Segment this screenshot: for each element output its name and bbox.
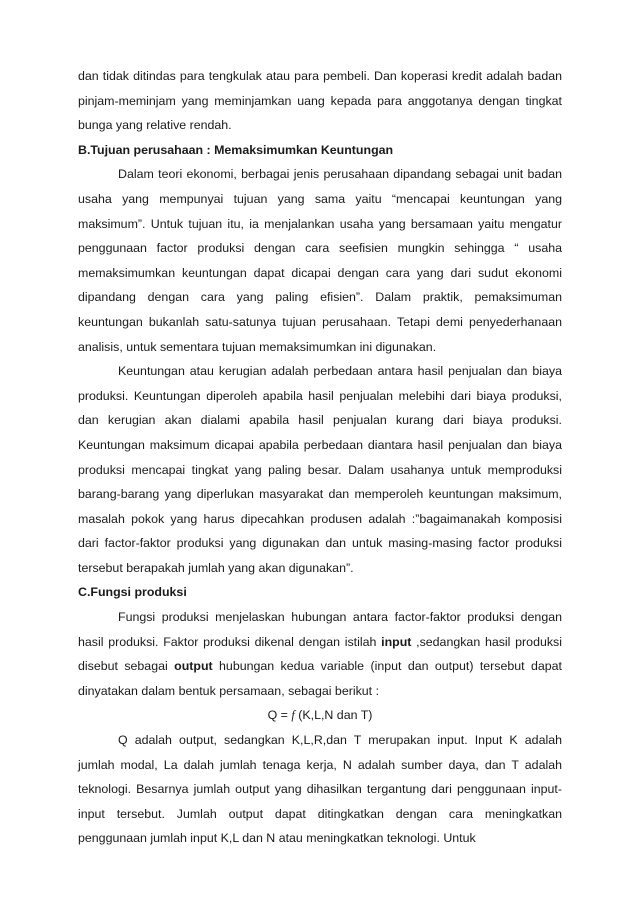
formula-function-symbol: f [291,708,295,723]
formula-right: (K,L,N dan T) [294,708,373,723]
section-b-paragraph-2: Keuntungan atau kerugian adalah perbedaan antara hasil penjualan dan biaya produksi. Keuntungan diperoleh apabila hasil penjualan melebihi dari biaya produksi, dan kerugian akan dialami apabila hasil penjualan kurang dari biaya produksi. Keuntungan maksimum dicapai apabila perbedaan diantara hasil penjualan dan biaya produksi mencapai tingkat yang paling besar. Dalam usahanya untuk memproduksi barang-barang yang diperlukan masyarakat dan memperoleh keuntungan maksimum, masalah pokok yang harus dipecahkan produsen adalah :”bagaimanakah komposisi dari factor-faktor produksi yang digunakan dan untuk masing-masing factor produksi tersebut berapakah jumlah yang akan digunakan”. [78,364,562,575]
section-c-p1-text-c: hubungan kedua variable (input dan output) tersebut dapat dinyatakan dalam bentuk persamaan, sebagai berikut : [78,659,562,698]
section-b-heading: B.Tujuan perusahaan : Memaksimumkan Keuntungan [78,142,394,157]
section-c-p1-text-b: ,sedangkan hasil produksi disebut sebagai [78,634,562,674]
formula-left: Q = [267,708,292,723]
section-c-paragraph-2: Q adalah output, sedangkan K,L,R,dan T merupakan input. Input K adalah jumlah modal, La dalah jumlah tenaga kerja, N adalah sumber daya, dan T adalah teknologi. Besarnya jumlah output yang dihasilkan tergantung dari penggunaan input-input tersebut. Jumlah output dapat ditingkatkan dengan cara meningkatkan penggunaan jumlah input K,L dan N atau meningkatkan teknologi. Untuk [78,733,562,846]
section-c-heading: C.Fungsi produksi [78,585,187,600]
section-c-paragraph-1 [78,605,562,703]
document-page [78,64,562,851]
term-output: output [174,659,213,674]
continuation-paragraph: dan tidak ditindas para tengkulak atau para pembeli. Dan koperasi kredit adalah badan pinjam-meminjam yang meminjamkan uang kepada para anggotanya dengan tingkat bunga yang relative rendah. [78,69,562,133]
section-b-paragraph-1: Dalam teori ekonomi, berbagai jenis perusahaan dipandang sebagai unit badan usaha yang mempunyai tujuan yang sama yaitu “mencapai keuntungan yang maksimum”. Untuk tujuan itu, ia menjalankan usaha yang bersamaan yaitu mengatur penggunaan factor produksi dengan cara seefisien mungkin sehingga “ usaha memaksimumkan keuntungan dapat dicapai dengan cara yang dari sudut ekonomi dipandang dengan cara yang paling efisien”. Dalam praktik, pemaksimuman keuntungan bukanlah satu-satunya tujuan perusahaan. Tetapi demi penyederhanaan analisis, untuk sementara tujuan memaksimumkan ini digunakan. [78,167,562,354]
term-input: input [381,634,412,649]
section-c-p1-text-a: Fungsi produksi menjelaskan hubungan antara factor-faktor produksi dengan hasil produksi. Faktor produksi dikenal dengan istilah [78,610,562,649]
production-function-formula [78,703,562,728]
